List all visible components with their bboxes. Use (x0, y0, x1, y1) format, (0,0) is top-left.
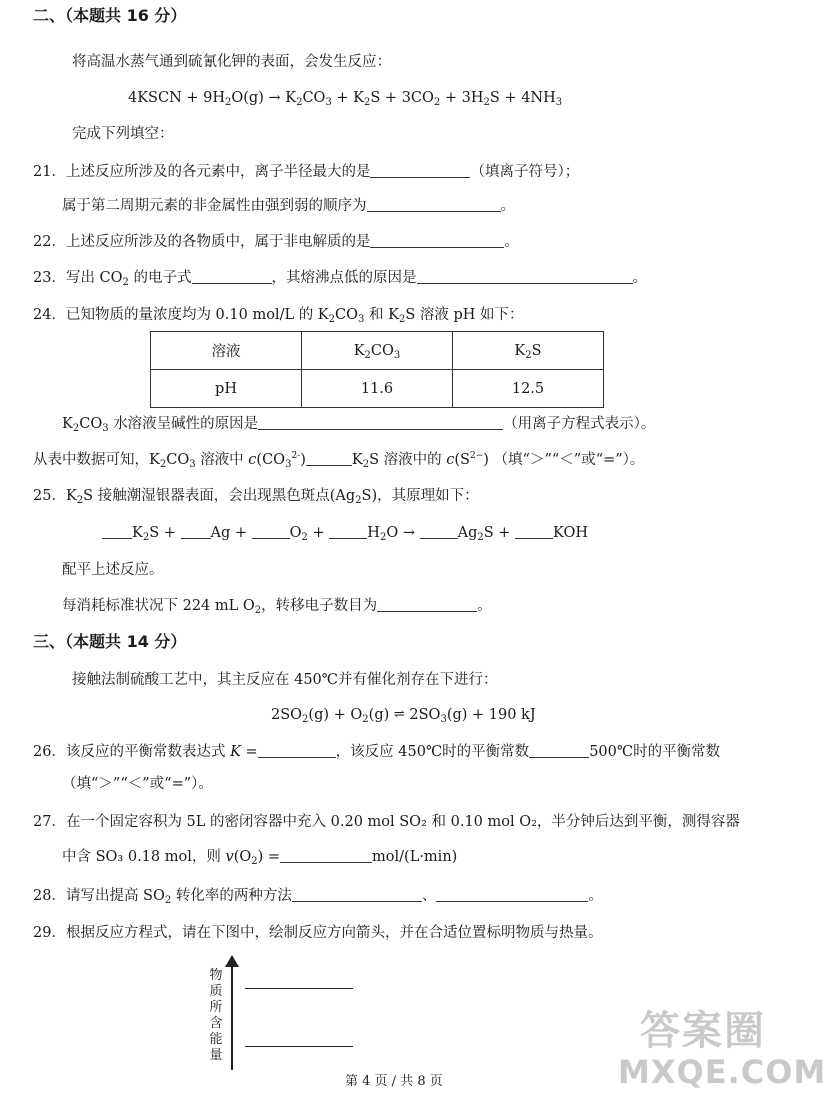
question-21: 21．上述反应所涉及的各元素中，离子半径最大的是 （填离子符号）； (33, 164, 580, 180)
answer-blank[interactable] (370, 233, 504, 248)
question-24-line3: 从表中数据可知，$K_2CO_3$ 溶液中 $c(CO_3^{2-})$ $K_2S$ 溶液中的 $c(S^{2-})$ （填“＞”“＜”或“=”）。 (33, 451, 645, 470)
watermark-line1: 答案圈 (640, 1008, 766, 1054)
energy-level-upper[interactable] (245, 988, 353, 989)
answer-blank[interactable] (292, 887, 422, 902)
watermark (618, 1008, 826, 1091)
coefficient-blank[interactable] (420, 524, 458, 539)
answer-blank[interactable] (436, 887, 588, 902)
question-21-line2: 属于第二周期元素的非金属性由强到弱的顺序为 。 (62, 198, 515, 214)
table-row (151, 370, 604, 408)
answer-blank[interactable] (258, 415, 503, 430)
question-24: 24．已知物质的量浓度均为 0.10 mol/L 的 $K_2CO_3$ 和 $K_2S$ 溶液 pH 如下： (33, 307, 524, 325)
watermark-line2: MXQE.COM (618, 1053, 826, 1091)
question-27: 27．在一个固定容积为 5L 的密闭容器中充入 0.20 mol SO₂ 和 0.10 mol O₂，半分钟后达到平衡，测得容器 (33, 814, 740, 830)
energy-level-lower[interactable] (245, 1046, 353, 1047)
fill-prompt: 完成下列填空： (72, 126, 174, 142)
table-cell: $K_2S$ (453, 332, 604, 370)
section-heading-2: 二、（本题共 16 分） (33, 6, 187, 25)
question-23: 23．写出 $CO_2$ 的电子式 ，其熔沸点低的原因是 。 (33, 270, 648, 288)
question-26: 26．该反应的平衡常数表达式 K = ，该反应 450℃时的平衡常数 500℃时的平衡常数 (33, 744, 721, 760)
question-28: 28．请写出提高 $SO_2$ 转化率的两种方法 、 。 (33, 888, 603, 906)
section2-intro: 将高温水蒸气通到硫氰化钾的表面，会发生反应： (72, 54, 391, 70)
answer-blank[interactable] (367, 197, 501, 212)
question-25: 25．$K_2S$ 接触潮湿银器表面，会出现黑色斑点$(Ag_2S)$，其原理如下： (33, 488, 479, 506)
coefficient-blank[interactable] (329, 524, 367, 539)
table-header-row (151, 332, 604, 370)
answer-blank[interactable] (417, 269, 633, 284)
section-heading-3: 三、（本题共 14 分） (33, 632, 187, 651)
question-29: 29．根据反应方程式，请在下图中，绘制反应方向箭头，并在合适位置标明物质与热量。 (33, 925, 603, 941)
equation-so2: $2SO_2(g) + O_2(g)$ ⇌ $2SO_3(g) + 190$ kJ (271, 707, 536, 725)
y-axis-label: 物质所含能量 (209, 968, 223, 1063)
y-axis (231, 962, 233, 1070)
page-number: 第 4 页 / 共 8 页 (345, 1074, 443, 1089)
answer-blank[interactable] (529, 743, 589, 758)
balance-instruction: 配平上述反应。 (62, 562, 164, 578)
table-cell: 溶液 (151, 332, 302, 370)
answer-blank[interactable] (192, 269, 272, 284)
equation-ag2s: $K_2S + Ag + O_2 + H_2O \to Ag_2S$ + KOH (102, 523, 588, 543)
question-24-line2: $K_2CO_3$ 水溶液呈碱性的原因是 （用离子方程式表示）。 (62, 416, 656, 434)
ph-table (150, 331, 604, 408)
section3-intro: 接触法制硫酸工艺中，其主反应在 450℃并有催化剂存在下进行： (72, 672, 498, 688)
coefficient-blank[interactable] (181, 524, 211, 539)
coefficient-blank[interactable] (102, 524, 132, 539)
answer-blank[interactable] (377, 597, 477, 612)
question-26-line2: （填“＞”“＜”或“=”）。 (62, 776, 213, 792)
coefficient-blank[interactable] (515, 524, 553, 539)
answer-blank[interactable] (280, 848, 372, 863)
table-cell: 12.5 (453, 370, 604, 408)
answer-blank[interactable] (370, 163, 470, 178)
table-cell: 11.6 (302, 370, 453, 408)
equation-kscn: 4KSCN + $9H_2O(g) \to K_2CO_3 + K_2S + 3CO_2 + 3H_2S + 4NH_3$ (128, 90, 563, 108)
table-cell: $K_2CO_3$ (302, 332, 453, 370)
question-27-line2: 中含 SO₃ 0.18 mol，则 $v(O_2) = mol/(L\cdot\min)$ (62, 849, 458, 867)
table-cell: pH (151, 370, 302, 408)
coefficient-blank[interactable] (252, 524, 290, 539)
question-25-transfer: 每消耗标准状况下 224 mL $O_2$，转移电子数目为 。 (62, 598, 492, 616)
answer-blank[interactable] (258, 743, 336, 758)
question-22: 22．上述反应所涉及的各物质中，属于非电解质的是 。 (33, 234, 519, 250)
answer-blank[interactable] (306, 451, 352, 466)
